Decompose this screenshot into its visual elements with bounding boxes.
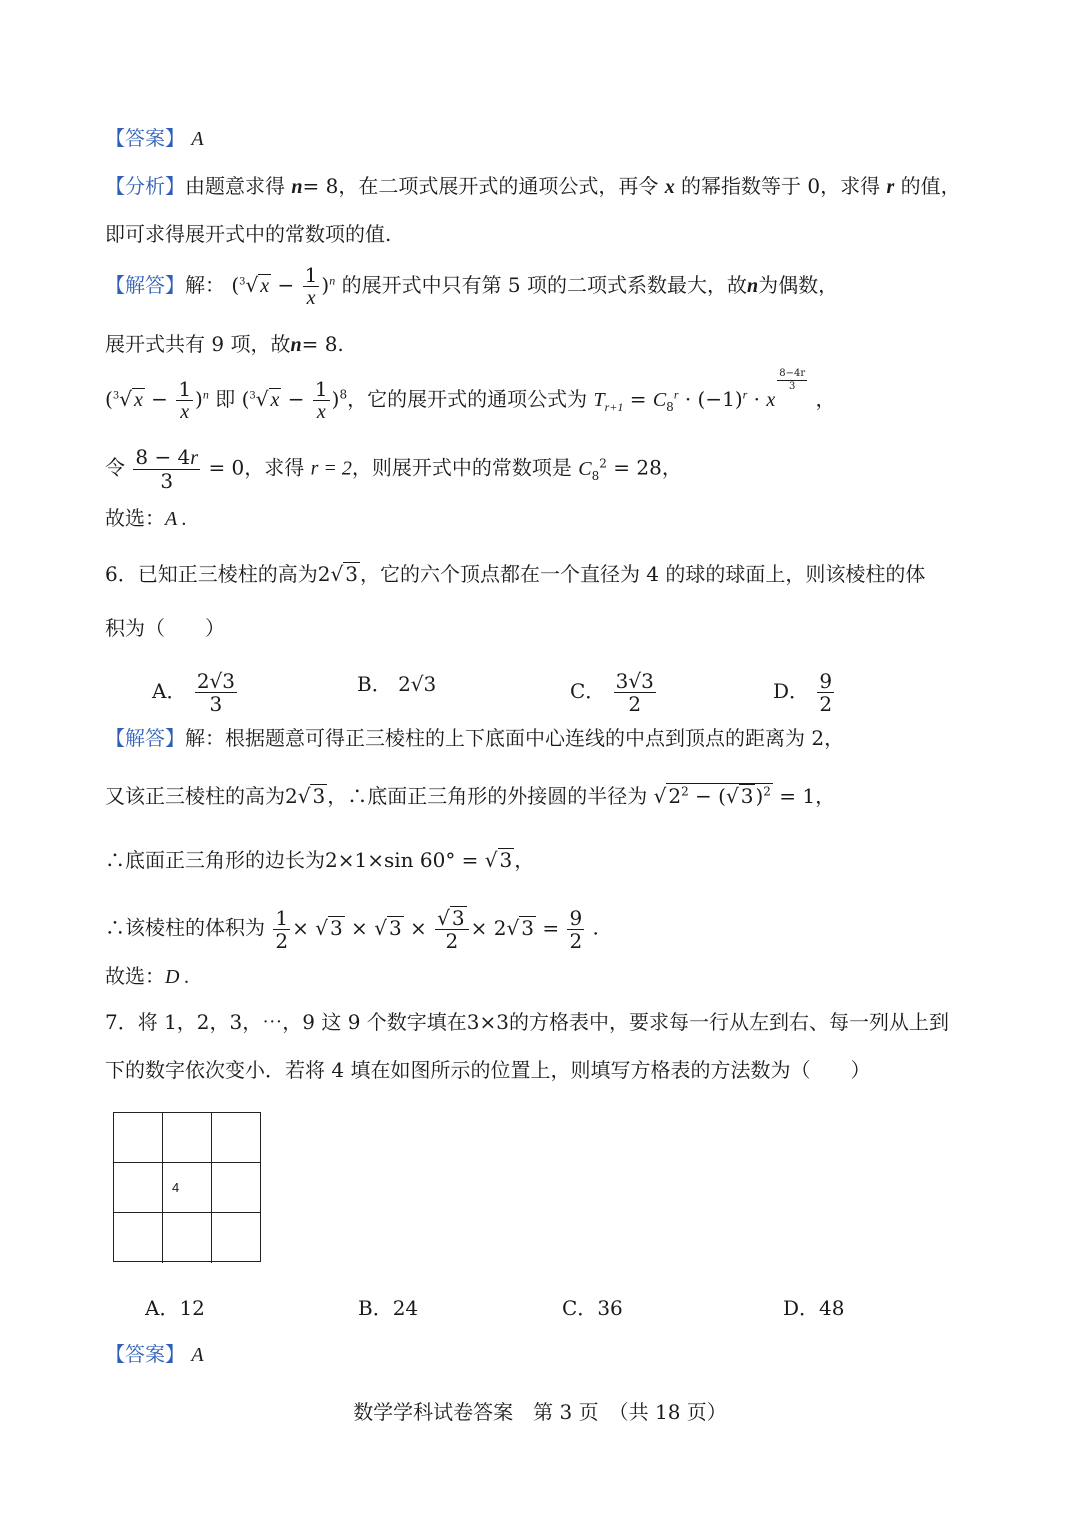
q7-line-2: 下的数字依次变小．若将 4 填在如图所示的位置上，则填写方格表的方法数为（ ） [105, 1058, 871, 1082]
q6-option-c[interactable] [570, 670, 658, 715]
solution-text: . [592, 915, 599, 940]
option-fraction: $\frac{3√3}{2}$ [615, 669, 654, 716]
solution-text: = 1， [779, 784, 836, 808]
radius-expression: √ $2^2$ − (√ 3 )$^2$ [653, 784, 771, 808]
option-value: 2√3 [398, 672, 437, 696]
solution-text: = 8. [301, 332, 344, 356]
solution-text: ， [514, 848, 535, 872]
answer-tag: 【答案】 [105, 1342, 185, 1366]
answer-tag: 【答案】 [105, 126, 185, 150]
q6-text: ，它的六个顶点都在一个直径为 4 的球的球面上，则该棱柱的体 [359, 562, 926, 586]
q6-option-d[interactable] [773, 670, 836, 715]
grid-cell [212, 1213, 261, 1263]
option-value: 24 [392, 1296, 419, 1320]
page-footer: 数学学科试卷答案 第 3 页 （共 18 页） [353, 1400, 727, 1424]
choice-text: 故选： [105, 506, 165, 530]
binomial-expression: ($^3$√ x − $\frac{1}{x}$ )$^n$ [231, 263, 336, 309]
option-label: B． [358, 1296, 393, 1320]
grid-cell [163, 1213, 212, 1263]
solution6-line-5 [105, 962, 189, 991]
answer-value: A [191, 128, 204, 150]
solution-line-2 [105, 330, 344, 359]
grid-cell [212, 1113, 261, 1163]
option-label: C． [562, 1296, 598, 1320]
q7-option-d[interactable] [783, 1294, 845, 1322]
r-value: r = 2 [310, 457, 352, 480]
analysis-text: ，在二项式展开式的通项公式，再令 [338, 174, 659, 198]
number-grid [113, 1112, 261, 1262]
option-label: D． [773, 679, 810, 703]
solution6-line-1 [105, 724, 844, 752]
answer-value: A [191, 1344, 204, 1366]
solution-prefix: 解： [185, 273, 225, 297]
answer7-line [105, 1340, 204, 1369]
solution-text: = 0，求得 [208, 455, 305, 480]
solution-text: ，它的展开式的通项公式为 [347, 387, 588, 411]
analysis-text: 的值， [900, 174, 961, 198]
solution-text: 令 [105, 455, 125, 480]
solution-text: 展开式共有 9 项，故 [105, 332, 291, 356]
grid-cell [114, 1163, 163, 1213]
analysis-text: 由题意求得 [185, 174, 285, 198]
option-fraction: $\frac{2√3}{3}$ [196, 669, 236, 716]
solution-text: ∴底面正三角形的边长为 [105, 848, 325, 872]
q7-option-b[interactable] [358, 1294, 418, 1322]
exponent-fraction: $\frac{8 - 4r}{3}$ [135, 445, 199, 493]
eq-8: = 8 [302, 174, 339, 198]
solution-tag: 【解答】 [105, 273, 185, 297]
grid-cell [163, 1113, 212, 1163]
analysis-tag: 【分析】 [105, 174, 185, 198]
analysis-line-1 [105, 172, 961, 201]
solution-line-4 [105, 446, 682, 492]
analysis-line-2: 即可求得展开式中的常数项的值. [105, 222, 392, 246]
grid-size: 3×3 [466, 1010, 509, 1034]
solution-text: 又该正三棱柱的高为 [105, 784, 285, 808]
solution-tag: 【解答】 [105, 726, 185, 750]
grid-cell [114, 1113, 163, 1163]
height-value: 2√ 3 [317, 562, 358, 586]
general-term-formula: $T_{r+1} = C_8^r \cdot (-1)^r \cdot x$ $^{\frac{8-4r}{3}}$ [593, 368, 806, 414]
grid-cell-center: 4 [163, 1163, 212, 1213]
analysis-text: 的幂指数等于 0，求得 [681, 174, 881, 198]
var-n: n [747, 275, 759, 297]
solution-text: ，∴底面正三角形的外接圆的半径为 [327, 784, 648, 808]
solution6-line-3: ∴底面正三角形的边长为2×1×sin 60° = √ 3 ， [105, 848, 535, 872]
solution-text: 的展开式中只有第 5 项的二项式系数最大，故 [341, 273, 748, 297]
var-n: n [291, 176, 303, 198]
var-r: r [886, 176, 895, 198]
option-label: C． [570, 679, 606, 703]
var-x: x [664, 176, 675, 198]
volume-expression: $\frac{1}{2}$ × √ 3 × √ 3 × $\frac{√ 3}{2}$ × 2√ 3 = $\frac{9}{2}$ [275, 905, 583, 953]
option-value: 36 [597, 1296, 623, 1320]
solution6-line-4 [105, 906, 599, 952]
choice-text: 故选： [105, 964, 165, 988]
q7-text: 的方格表中，要求每一行从左到右、每一列从上到 [509, 1010, 949, 1034]
option-value: 48 [819, 1296, 845, 1320]
solution-text: 解：根据题意可得正三棱柱的上下底面中心连线的中点到顶点的距离为 2， [185, 726, 845, 750]
solution-text: ， [815, 387, 836, 411]
height-value: 2√ 3 [285, 784, 326, 808]
answer-line [105, 124, 204, 153]
q6-line-1 [105, 560, 925, 588]
option-label: B． [357, 672, 392, 696]
solution-line-5 [105, 504, 187, 533]
binomial-expression: ($^3$√ x − $\frac{1}{x}$ )$^n$ [105, 377, 209, 423]
option-value: 12 [179, 1296, 205, 1320]
solution-line-1 [105, 264, 838, 309]
q6-text: 6．已知正三棱柱的高为 [105, 562, 318, 586]
var-n: n [290, 334, 302, 356]
q7-option-a[interactable] [145, 1294, 205, 1322]
side-length-expression: 2×1×sin 60° = [325, 848, 479, 872]
q7-line-1 [105, 1008, 949, 1036]
solution-text: = 28， [613, 455, 682, 480]
q7-text: 7．将 1，2，3，⋯，9 这 9 个数字填在 [105, 1010, 467, 1034]
q6-option-b[interactable] [357, 670, 436, 698]
solution6-line-2 [105, 782, 835, 810]
q7-option-c[interactable] [562, 1294, 623, 1322]
option-label: A． [145, 1296, 180, 1320]
solution-text: ，则展开式中的常数项是 [351, 455, 572, 480]
solution-text: 为偶数， [758, 273, 839, 297]
binomial-expression-8: ($^3$√ x − $\frac{1}{x}$ )$^8$ [241, 377, 348, 423]
solution-line-3 [105, 368, 836, 423]
solution-text: 即 [215, 387, 236, 411]
binomial-coefficient: $C_8^2$ [578, 455, 607, 483]
option-fraction: $\frac{9}{2}$ [819, 669, 833, 716]
solution-text: ∴该棱柱的体积为 [105, 915, 265, 940]
option-label: A． [152, 679, 187, 703]
grid-cell [212, 1163, 261, 1213]
choice-answer: D . [165, 966, 190, 988]
q6-option-a[interactable] [152, 670, 239, 715]
option-label: D． [783, 1296, 820, 1320]
grid-cell [114, 1213, 163, 1263]
q6-line-2: 积为（ ） [105, 616, 225, 640]
choice-answer: A . [165, 508, 187, 530]
